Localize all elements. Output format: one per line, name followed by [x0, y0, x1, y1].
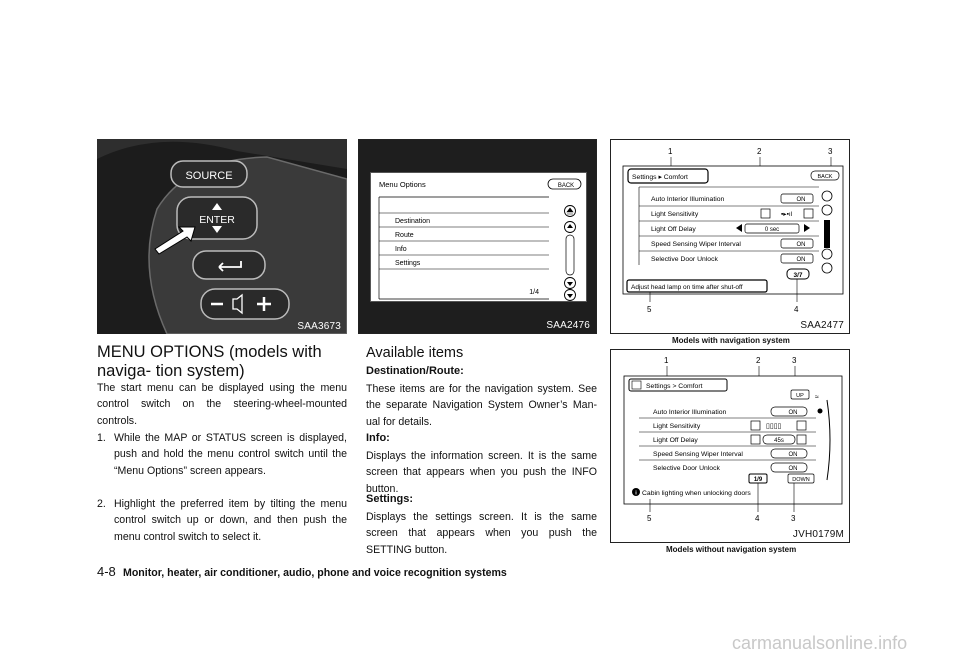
row-label: Auto Interior Illumination — [651, 196, 725, 203]
svg-text:≈: ≈ — [815, 394, 819, 401]
page-number: 4-8 — [97, 564, 116, 579]
scrollbar[interactable] — [566, 235, 574, 275]
menu-item-route[interactable]: Route — [395, 232, 414, 239]
help-text: Adjust head lamp on time after shut-off — [631, 284, 743, 291]
scrollbar[interactable] — [824, 220, 830, 248]
callout-3: 3 — [828, 147, 833, 156]
watermark: carmanualsonline.info — [732, 633, 908, 653]
row-label: Selective Door Unlock — [653, 465, 720, 472]
figure-code: SAA2476 — [546, 320, 590, 331]
section-title: MENU OPTIONS (models with naviga- tion system) — [97, 343, 322, 380]
plus-button[interactable] — [797, 421, 806, 430]
row-value: 0 sec — [764, 227, 780, 233]
enter-label: ENTER — [199, 214, 235, 226]
intro-paragraph: The start menu can be displayed using the menu control switch on the steering-wheel-mounted controls. — [97, 382, 347, 427]
row-label: Speed Sensing Wiper Interval — [653, 451, 743, 458]
callout-2: 2 — [756, 356, 761, 365]
page-indicator: 1/4 — [529, 289, 539, 296]
figure-code: JVH0179M — [792, 529, 844, 540]
page-indicator: 1/9 — [753, 477, 763, 483]
breadcrumb: Settings ▸ Comfort — [632, 174, 688, 181]
row-label: Selective Door Unlock — [651, 256, 718, 263]
plus-button[interactable] — [797, 435, 806, 444]
row-label: Light Sensitivity — [651, 211, 699, 218]
row-value: ON — [796, 197, 806, 203]
steering-switch-illustration — [97, 139, 347, 334]
step-number: 1. — [97, 432, 106, 444]
figure-caption: Models without navigation system — [666, 545, 797, 554]
breadcrumb: Settings > Comfort — [646, 383, 703, 390]
row-value: ON — [796, 242, 806, 248]
back-button[interactable]: BACK — [817, 174, 833, 180]
menu-item-destination[interactable]: Destination — [395, 218, 431, 225]
menu-item-info[interactable]: Info — [395, 246, 407, 253]
row-value: ON — [788, 466, 798, 472]
step-2 — [97, 496, 347, 545]
row-value: ON — [796, 257, 806, 263]
settings-icon — [632, 381, 641, 389]
callout-3: 3 — [791, 514, 796, 523]
callout-5: 5 — [647, 514, 652, 523]
row-label: Light Off Delay — [651, 226, 696, 233]
row-value: ON — [788, 410, 798, 416]
row-label: Light Sensitivity — [653, 423, 701, 430]
step-text: While the MAP or STATUS screen is displayed, push and hold the menu control switch until the “Menu Options” screen appears. — [114, 432, 347, 477]
callout-4: 4 — [794, 305, 799, 314]
help-text: Cabin lighting when unlocking doors — [642, 490, 751, 497]
subheading-info: Info: — [366, 432, 390, 444]
figure-menu-options — [358, 139, 597, 334]
menu-item-settings[interactable]: Settings — [395, 260, 421, 267]
callout-1: 1 — [668, 147, 673, 156]
callout-2: 2 — [757, 147, 762, 156]
menu-screen — [370, 172, 587, 302]
step-text: Highlight the preferred item by tilting the menu control switch up or down, and then push the menu control switch to select it. — [114, 498, 347, 543]
row-label: Light Off Delay — [653, 437, 698, 444]
step-number: 2. — [97, 498, 106, 510]
page-footer — [97, 564, 507, 579]
menu-header: Menu Options — [379, 180, 426, 189]
figure-code: SAA2477 — [800, 320, 844, 331]
callout-5: 5 — [647, 305, 652, 314]
subheading-destination: Destination/Route: — [366, 365, 464, 377]
paragraph-info: Displays the information screen. It is the same screen that appears when you push the INFO button. — [366, 450, 597, 495]
minus-button[interactable] — [751, 421, 760, 430]
svg-text:▪▸▪ıl: ▪▸▪ıl — [781, 211, 793, 218]
row-value: 45s — [774, 438, 784, 444]
figure-steering-switch — [97, 139, 347, 334]
figure-caption: Models with navigation system — [672, 336, 790, 345]
plus-button[interactable] — [804, 209, 813, 218]
back-button[interactable]: BACK — [557, 183, 575, 189]
down-button[interactable]: DOWN — [792, 477, 810, 483]
figure-code: SAA3673 — [297, 321, 341, 332]
row-value: ON — [788, 452, 798, 458]
callout-4: 4 — [755, 514, 760, 523]
minus-button[interactable] — [761, 209, 770, 218]
callout-3: 3 — [792, 356, 797, 365]
paragraph-destination: These items are for the navigation system. See the separate Navigation System Owner’s Man- ual for details. — [366, 383, 597, 428]
callout-1: 1 — [664, 356, 669, 365]
chapter-title: Monitor, heater, air conditioner, audio, phone and voice recognition systems — [123, 567, 507, 579]
source-label: SOURCE — [185, 170, 233, 182]
paragraph-settings: Displays the settings screen. It is the same screen that appears when you push the SETTING button. — [366, 511, 597, 556]
svg-text:i: i — [635, 490, 637, 497]
up-button[interactable]: UP — [796, 393, 804, 399]
page-indicator: 3/7 — [793, 272, 803, 279]
minus-button[interactable] — [751, 435, 760, 444]
step-1 — [97, 430, 347, 479]
row-label: Auto Interior Illumination — [653, 409, 727, 416]
row-label: Speed Sensing Wiper Interval — [651, 241, 741, 248]
figure-settings-nav — [610, 139, 850, 334]
subheading-settings: Settings: — [366, 493, 414, 505]
svg-text:▯▯▯▯: ▯▯▯▯ — [766, 423, 782, 430]
available-items-title: Available items — [366, 345, 464, 361]
figure-settings-no-nav — [610, 349, 850, 543]
